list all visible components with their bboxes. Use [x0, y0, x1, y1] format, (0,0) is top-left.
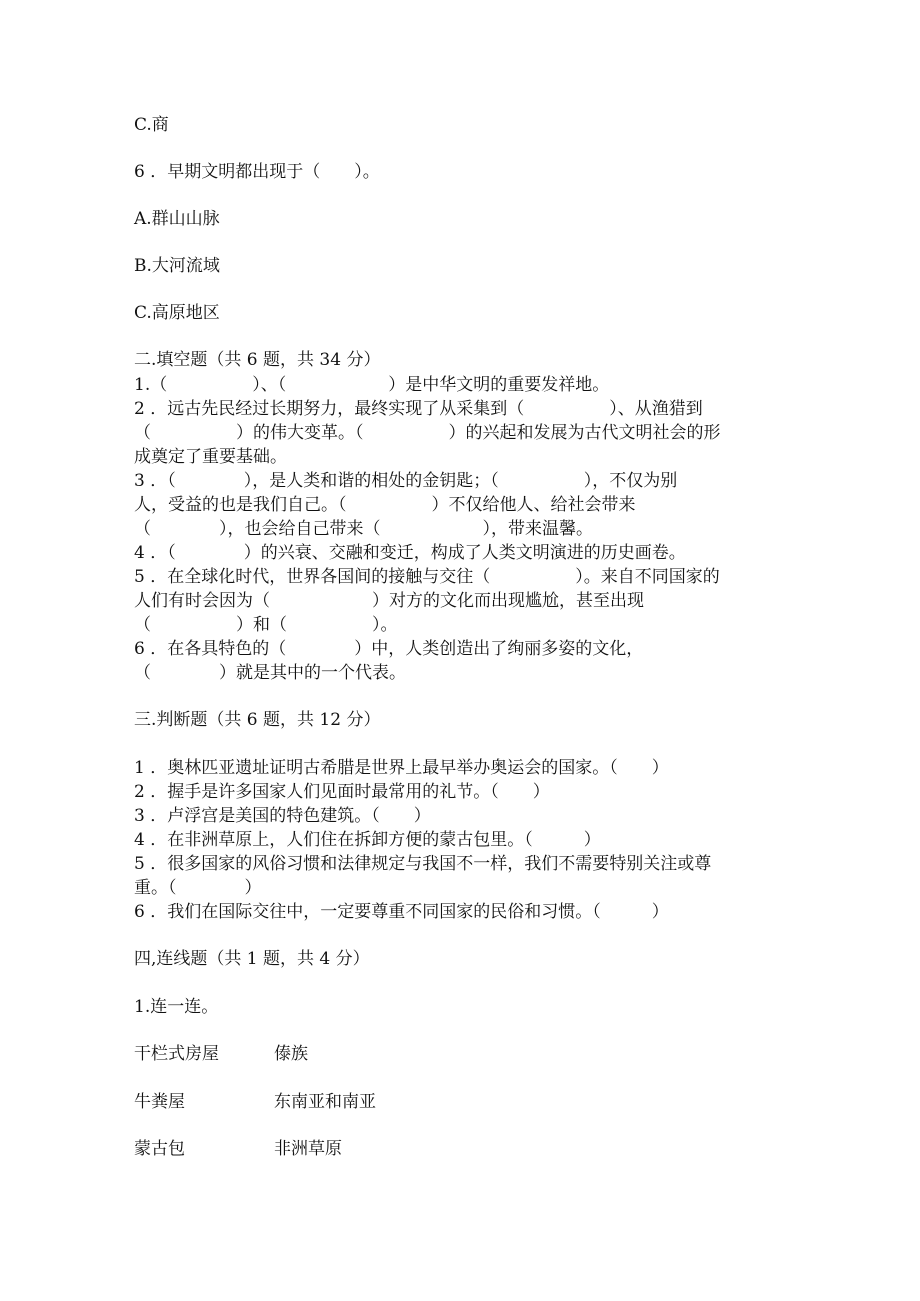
match-right-1: 傣族	[274, 1044, 308, 1064]
fill-q2-line3: 成奠定了重要基础。	[134, 447, 287, 467]
judge-q6: 6 ．我们在国际交往中，一定要尊重不同国家的民俗和习惯。（ ）	[134, 902, 669, 922]
question-6-text: 6 ．早期文明都出现于（ ）。	[134, 162, 380, 182]
match-right-3: 非洲草原	[274, 1139, 342, 1159]
judge-q3: 3 ．卢浮宫是美国的特色建筑。（ ）	[134, 806, 431, 826]
fill-q3-line1: 3 ．（ ），是人类和谐的相处的金钥匙；（ ），不仅为别	[134, 471, 678, 491]
fill-q2-line2: （ ）的伟大变革。（ ）的兴起和发展为古代文明社会的形	[134, 423, 721, 443]
judge-q5-line1: 5 ．很多国家的风俗习惯和法律规定与我国不一样，我们不需要特别关注或尊	[134, 854, 712, 874]
fill-q5-line1: 5 ．在全球化时代，世界各国间的接触与交往（ ）。来自不同国家的	[134, 567, 720, 587]
fill-q1: 1.（ ）、（ ）是中华文明的重要发祥地。	[134, 375, 610, 395]
judge-q1: 1 ．奥林匹亚遗址证明古希腊是世界上最早举办奥运会的国家。（ ）	[134, 758, 669, 778]
section-fill-blank-heading: 二.填空题（共 6 题，共 34 分）	[134, 350, 381, 370]
judge-q5-line2: 重。（ ）	[134, 878, 262, 898]
fill-q5-line3: （ ）和（ ）。	[134, 615, 398, 635]
option-b: B.大河流域	[134, 256, 220, 276]
fill-q6-line2: （ ）就是其中的一个代表。	[134, 663, 406, 683]
judge-q4: 4 ．在非洲草原上，人们住在拆卸方便的蒙古包里。（ ）	[134, 830, 601, 850]
judge-q2: 2 ．握手是许多国家人们见面时最常用的礼节。（ ）	[134, 782, 550, 802]
fill-q2-line1: 2 ．远古先民经过长期努力，最终实现了从采集到（ ）、从渔猎到	[134, 399, 703, 419]
match-left-1: 干栏式房屋	[134, 1044, 219, 1064]
option-a: A.群山山脉	[134, 209, 220, 229]
match-right-2: 东南亚和南亚	[274, 1092, 376, 1112]
section-match-heading: 四,连线题（共 1 题，共 4 分）	[134, 949, 370, 969]
fill-q3-line2: 人，受益的也是我们自己。（ ）不仅给他人、给社会带来	[134, 495, 636, 515]
option-c: C.高原地区	[134, 303, 220, 323]
section-judge-heading: 三.判断题（共 6 题，共 12 分）	[134, 710, 381, 730]
fill-q5-line2: 人们有时会因为（ ）对方的文化而出现尴尬，甚至出现	[134, 591, 644, 611]
fill-q4: 4 ．（ ）的兴衰、交融和变迁，构成了人类文明演进的历史画卷。	[134, 543, 686, 563]
fill-q3-line3: （ ），也会给自己带来（ ），带来温馨。	[134, 519, 593, 539]
match-left-3: 蒙古包	[134, 1139, 185, 1159]
line-option-c-shang: C.商	[134, 115, 169, 135]
fill-q6-line1: 6 ．在各具特色的（ ）中，人类创造出了绚丽多姿的文化，	[134, 639, 644, 659]
match-left-2: 牛粪屋	[134, 1092, 185, 1112]
match-q1: 1.连一连。	[134, 997, 219, 1017]
